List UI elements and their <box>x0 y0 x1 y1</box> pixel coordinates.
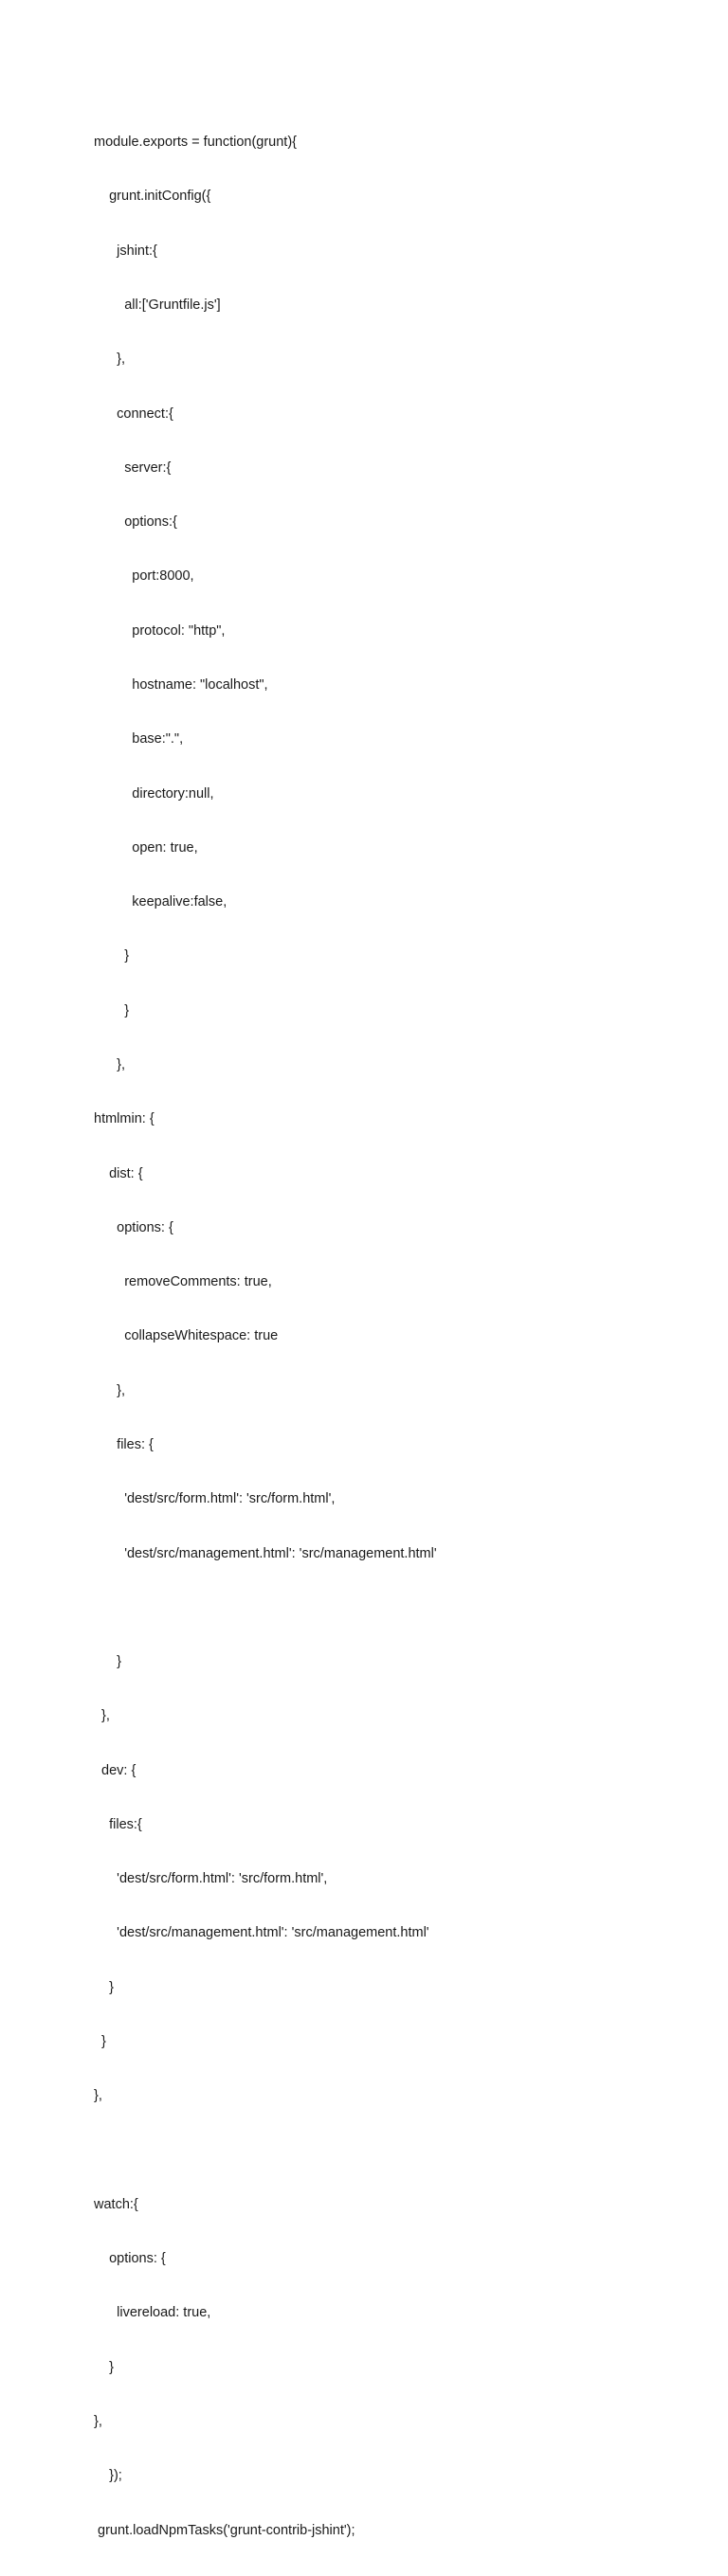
code-line: directory:null, <box>94 785 214 802</box>
code-line: grunt.loadNpmTasks('grunt-contrib-jshint'); <box>94 2522 355 2538</box>
code-line <box>94 2142 437 2160</box>
code-line: } <box>94 2034 106 2050</box>
code-line: jshint:{ <box>94 243 157 259</box>
code-line: }, <box>94 1708 110 1724</box>
gruntfile-code-block <box>94 98 437 2576</box>
code-line: 'dest/src/management.html': 'src/management.html' <box>94 1545 437 1561</box>
code-line: options:{ <box>94 514 177 531</box>
code-line: files:{ <box>94 1816 142 1832</box>
code-line: }, <box>94 2414 102 2429</box>
code-line: grunt.initConfig({ <box>94 189 211 205</box>
code-line: }, <box>94 2088 102 2104</box>
code-line <box>94 1599 437 1617</box>
code-line: server:{ <box>94 459 172 476</box>
code-line: options: { <box>94 1219 173 1235</box>
code-line: removeComments: true, <box>94 1274 272 1290</box>
code-line: protocol: "http", <box>94 622 226 639</box>
code-line: livereload: true, <box>94 2305 211 2321</box>
code-line: base:".", <box>94 731 184 748</box>
code-line: port:8000, <box>94 568 194 585</box>
code-line: dist: { <box>94 1165 143 1181</box>
code-line: }); <box>94 2468 122 2484</box>
code-line: open: true, <box>94 839 198 856</box>
code-line: } <box>94 948 130 964</box>
code-line: } <box>94 1979 114 1995</box>
code-line: 'dest/src/form.html': 'src/form.html', <box>94 1871 328 1887</box>
code-line: }, <box>94 1382 126 1398</box>
code-line: }, <box>94 351 126 368</box>
code-line: keepalive:false, <box>94 894 228 910</box>
code-line: hostname: "localhost", <box>94 677 268 693</box>
code-line: } <box>94 1002 130 1018</box>
code-line: } <box>94 2359 114 2375</box>
code-line: connect:{ <box>94 405 173 422</box>
code-line: } <box>94 1654 122 1670</box>
code-line: files: { <box>94 1436 154 1452</box>
code-line: }, <box>94 1056 126 1072</box>
code-line: 'dest/src/management.html': 'src/management.html' <box>94 1925 429 1941</box>
code-line: htmlmin: { <box>94 1111 155 1127</box>
code-line: collapseWhitespace: true <box>94 1328 279 1344</box>
code-line: all:['Gruntfile.js'] <box>94 297 221 314</box>
code-line: module.exports = function(grunt){ <box>94 135 297 151</box>
code-line: dev: { <box>94 1762 136 1778</box>
code-line: 'dest/src/form.html': 'src/form.html', <box>94 1491 336 1507</box>
code-line: options: { <box>94 2251 166 2267</box>
code-line: watch:{ <box>94 2196 138 2212</box>
